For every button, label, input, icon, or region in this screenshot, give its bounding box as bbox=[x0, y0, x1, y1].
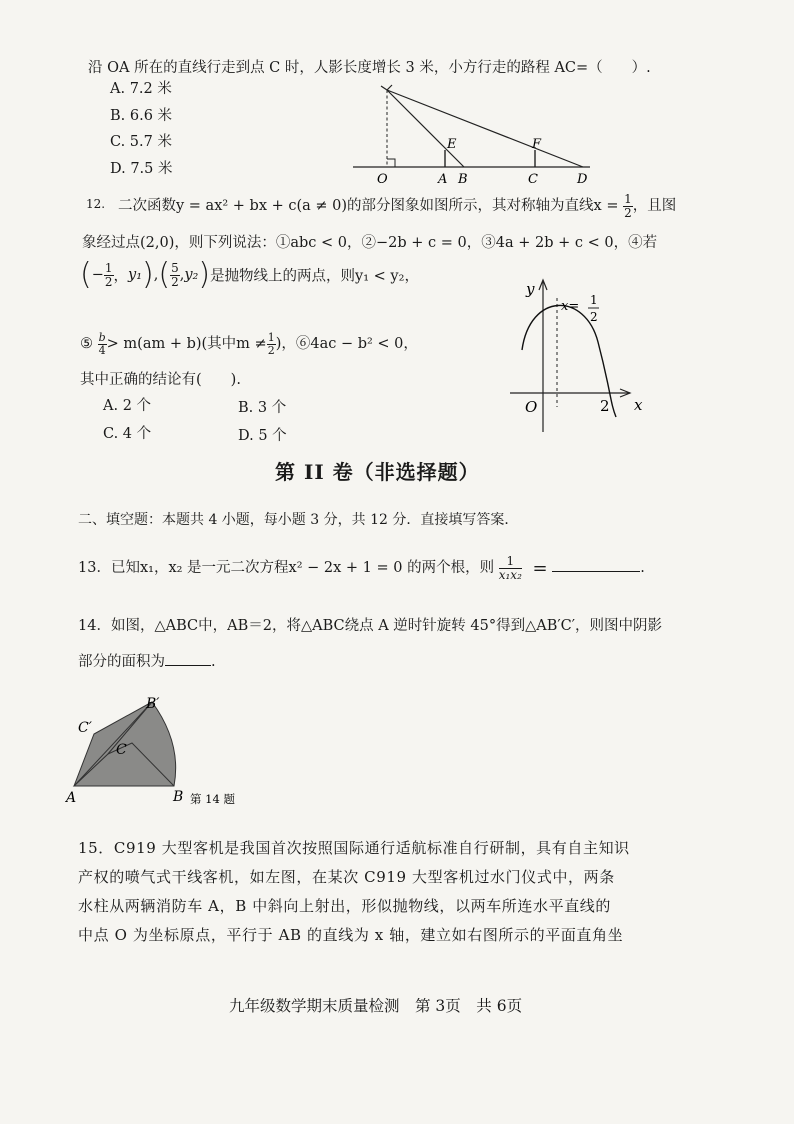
q12-option-c: C. 4 个 bbox=[103, 426, 152, 442]
q12-point1-y: y₁ bbox=[128, 267, 143, 283]
q12-point2-y: y₂ bbox=[184, 267, 199, 283]
q11-label-e: E bbox=[447, 137, 457, 152]
q11-option-d: D. 7.5 米 bbox=[110, 161, 173, 177]
q12-line3-text: 是抛物线上的两点，则y₁ < y₂， bbox=[210, 268, 419, 285]
q12-line1-frac-den: 2 bbox=[624, 205, 632, 220]
q12-line4 bbox=[80, 332, 418, 356]
q13-equals: = bbox=[532, 557, 548, 579]
q12-graph-axis-den: 2 bbox=[590, 310, 598, 324]
q11-stem: 沿 OA 所在的直线行走到点 C 时，人影长度增长 3 米，小方行走的路程 AC=（ ）. bbox=[88, 60, 651, 76]
q12-graph-axis-num: 1 bbox=[590, 293, 598, 307]
q12-line1-frac-num: 1 bbox=[624, 192, 632, 206]
q13-text: 13．已知x₁，x₂ 是一元二次方程x² − 2x + 1 = 0 的两个根，则 bbox=[78, 560, 495, 577]
q12-line1-fraction bbox=[623, 193, 633, 219]
section-title: 第 II 卷（非选择题） bbox=[275, 460, 480, 484]
q14-label-a: A bbox=[66, 790, 77, 806]
q14-line2-text: 部分的面积为 bbox=[78, 654, 165, 670]
q11-option-a: A. 7.2 米 bbox=[110, 81, 172, 97]
q12-point1-num: 1 bbox=[104, 260, 113, 275]
q11-label-o: O bbox=[377, 172, 388, 187]
q11-option-c: C. 5.7 米 bbox=[110, 134, 172, 150]
q12-line3: (− $\frac{1}{2}$ ，y₁),( $\frac{5}{2}$ ,y₂)是抛物线上的两点，则y₁ < y₂， bbox=[80, 257, 419, 292]
q15-line2: 产权的喷气式干线客机，如左图，在某次 C919 大型客机过水门仪式中，两条 bbox=[78, 868, 615, 886]
q11-label-d: D bbox=[577, 172, 588, 187]
q15-line3: 水柱从两辆消防车 A，B 中斜向上射出，形似抛物线，以两车所连水平直线的 bbox=[78, 897, 611, 915]
q14-answer-blank[interactable] bbox=[165, 665, 211, 666]
q12-graph-x-label: x bbox=[634, 396, 643, 414]
q12-graph-axis-label: x= bbox=[561, 299, 580, 314]
q12-graph-root: 2 bbox=[600, 397, 610, 415]
q11-option-b: B. 6.6 米 bbox=[110, 108, 173, 124]
q13-frac-num: 1 bbox=[499, 555, 522, 569]
q12-line2: 象经过点(2,0)，则下列说法：①abc < 0，②−2b + c = 0，③4a + 2b + c < 0，④若 bbox=[82, 235, 658, 251]
q12-option-b: B. 3 个 bbox=[238, 400, 287, 416]
q14-line1: 14．如图，△ABC中，AB＝2，将△ABC绕点 A 逆时针旋转 45°得到△AB′C′，则图中阴影 bbox=[78, 618, 663, 634]
q13: 13．已知x₁，x₂ 是一元二次方程x² − 2x + 1 = 0 的两个根，则 $\frac{1}{\text{x₁x₂}}$ = . bbox=[78, 554, 645, 582]
q12-option-d: D. 5 个 bbox=[238, 428, 287, 444]
q13-answer-blank[interactable] bbox=[552, 571, 640, 572]
q12-point2-frac bbox=[170, 262, 180, 288]
q12-item5-text: > m(am + b)(其中m ≠ bbox=[106, 336, 267, 353]
q14-figure bbox=[62, 688, 252, 810]
q12-point1-den: 2 bbox=[104, 274, 113, 289]
q12-graph-y-label: y bbox=[526, 280, 535, 298]
q12-line1-tail: ，且图 bbox=[632, 198, 677, 215]
q14-label-c: C bbox=[116, 742, 127, 758]
q12-item5-frac2 bbox=[267, 332, 276, 356]
q12-item5-num: b bbox=[98, 331, 106, 344]
q12-line1-text: 二次函数y = ax² + bx + c(a ≠ 0)的部分图象如图所示，其对称轴为直线x = bbox=[118, 198, 624, 215]
q12-item5-frac2-num: 1 bbox=[267, 331, 275, 344]
q12-graph bbox=[500, 272, 650, 434]
q12-item5-frac bbox=[98, 332, 107, 356]
q12-item5-den: 4 bbox=[98, 343, 106, 357]
q14-caption: 第 14 题 bbox=[190, 792, 235, 806]
q12-item5-frac2-den: 2 bbox=[267, 343, 275, 357]
q12-item5-mark: ⑤ bbox=[80, 336, 93, 353]
q12-option-a: A. 2 个 bbox=[103, 398, 152, 414]
q15-line1: 15．C919 大型客机是我国首次按照国际通行适航标准自行研制，具有自主知识 bbox=[78, 839, 630, 857]
q14-label-c-prime: C′ bbox=[78, 720, 92, 736]
q14-label-b: B bbox=[173, 789, 184, 805]
q12-line1 bbox=[118, 193, 676, 219]
q13-frac-den: x₁x₂ bbox=[498, 567, 522, 582]
q12-question: 其中正确的结论有( ). bbox=[80, 372, 241, 388]
q12-number: 12. bbox=[86, 197, 106, 211]
q12-point2-den: 2 bbox=[171, 274, 179, 289]
page-footer: 九年级数学期末质量检测 第 3页 共 6页 bbox=[229, 997, 523, 1015]
q14-line2: 部分的面积为 . bbox=[78, 654, 216, 670]
q14-label-b-prime: B′ bbox=[146, 696, 160, 712]
part2-heading: 二、填空题：本题共 4 小题，每小题 3 分，共 12 分．直接填写答案． bbox=[78, 512, 519, 528]
q11-label-c: C bbox=[528, 172, 538, 187]
q11-figure bbox=[345, 80, 595, 192]
q15-line4: 中点 O 为坐标原点，平行于 AB 的直线为 x 轴，建立如右图所示的平面直角坐 bbox=[78, 926, 624, 944]
q13-fraction bbox=[499, 555, 522, 581]
q11-label-a: A bbox=[438, 172, 448, 187]
q11-label-b: B bbox=[458, 172, 468, 187]
q12-item6-text: )，⑥4ac − b² < 0， bbox=[275, 336, 418, 353]
q11-label-f: F bbox=[532, 137, 542, 152]
q12-point1-frac bbox=[104, 262, 114, 288]
q12-point2-num: 5 bbox=[171, 260, 179, 275]
q12-graph-origin: O bbox=[525, 398, 538, 416]
